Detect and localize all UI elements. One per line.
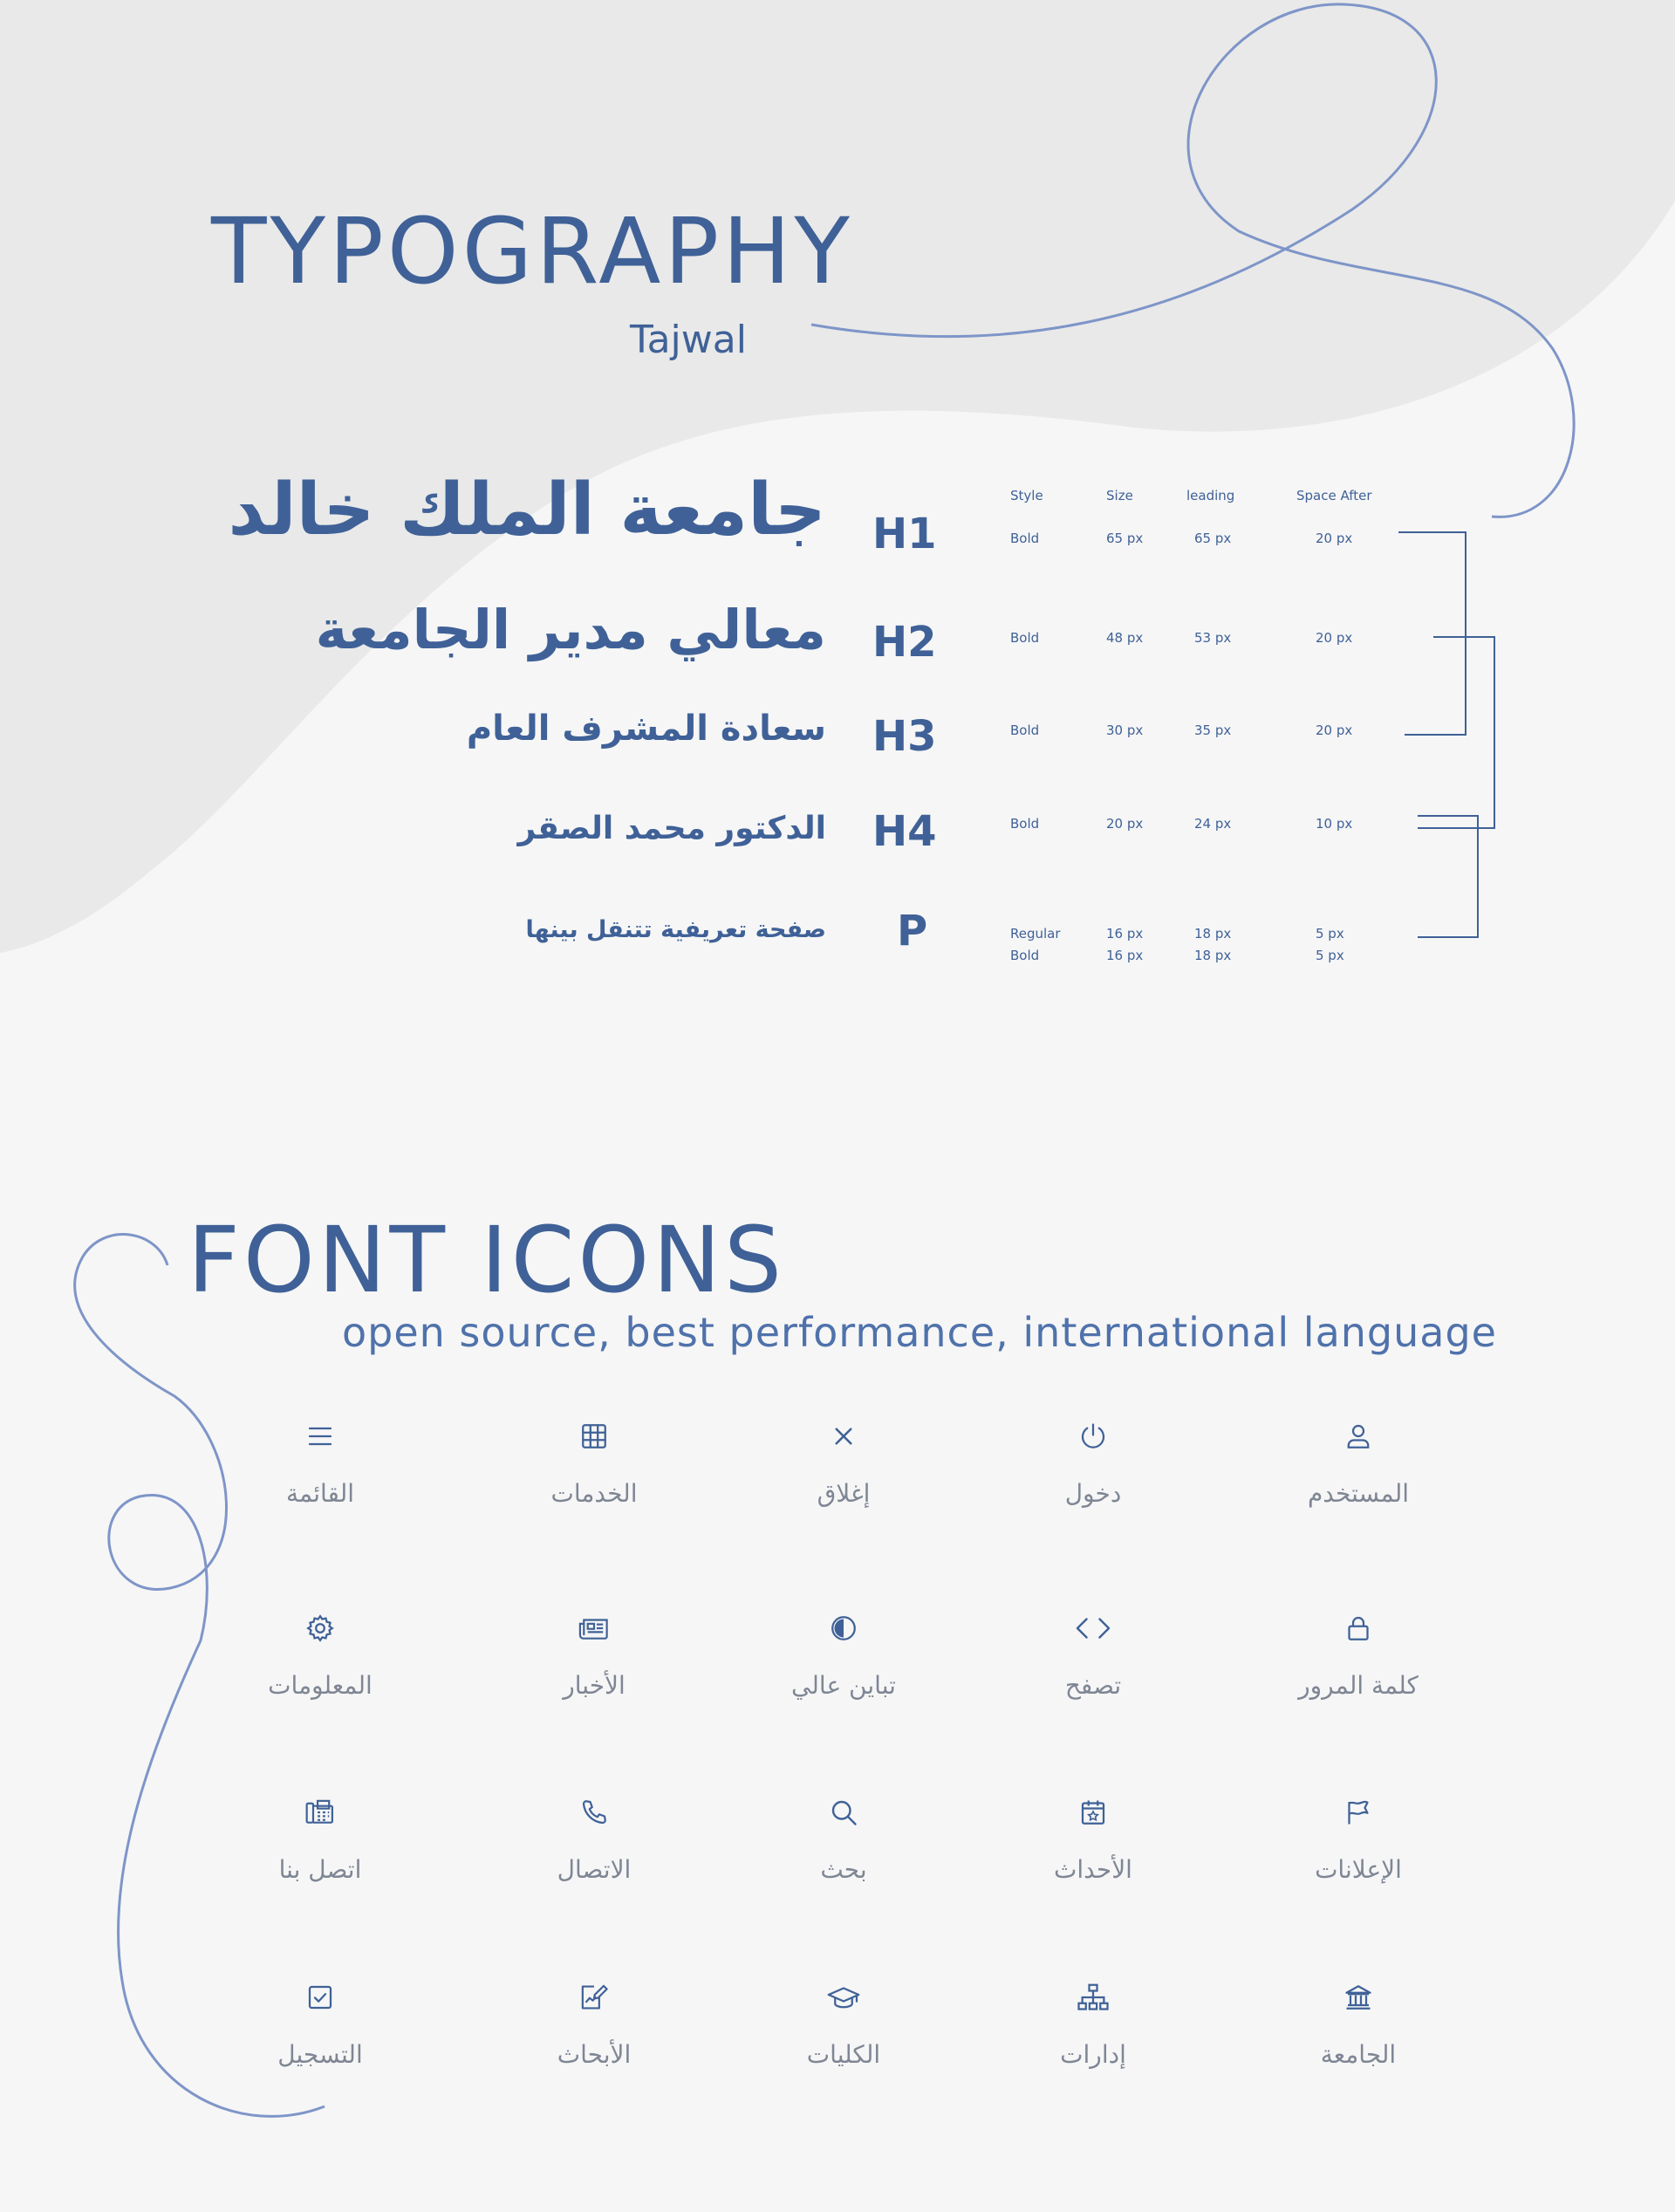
spec-size: 16 px [1106, 948, 1144, 963]
icon-label: الخدمات [550, 1479, 638, 1508]
h2-tag: H2 [872, 618, 937, 667]
spec-style: Bold [1010, 948, 1040, 963]
spec-leading: 65 px [1194, 531, 1232, 546]
icon-label: بحث [820, 1855, 867, 1884]
spec-size: 20 px [1106, 816, 1144, 832]
h3-tag: H3 [872, 712, 937, 761]
p-tag: P [897, 907, 928, 955]
spec-space-after: 10 px [1316, 816, 1353, 832]
spec-header-leading: leading [1186, 488, 1235, 503]
graduation-cap-icon [825, 1982, 862, 2013]
icon-label: الأحداث [1054, 1855, 1132, 1884]
p-sample: صفحة تعريفية تتنقل بينها [525, 916, 826, 943]
icon-label: القائمة [286, 1479, 354, 1508]
font-icons-subtitle: open source, best performance, international language [342, 1309, 1497, 1356]
icon-tile [215, 1982, 425, 2067]
flag-icon [1343, 1797, 1374, 1828]
icon-label: المعلومات [268, 1671, 373, 1700]
icon-label: إغلاق [817, 1479, 871, 1508]
spec-leading: 24 px [1194, 816, 1232, 832]
spec-header-space-after: Space After [1296, 488, 1372, 503]
fax-icon [304, 1797, 337, 1828]
contrast-icon [828, 1613, 859, 1644]
spec-space-after: 5 px [1316, 948, 1344, 963]
icon-label: الجامعة [1320, 2040, 1397, 2069]
icon-label: دخول [1064, 1479, 1122, 1508]
power-icon [1077, 1421, 1109, 1452]
spec-style: Bold [1010, 816, 1040, 832]
spec-leading: 35 px [1194, 722, 1232, 738]
spec-size: 48 px [1106, 630, 1144, 646]
icon-tile [1254, 1613, 1463, 1698]
search-icon [828, 1797, 859, 1828]
icon-tile [489, 1797, 699, 1882]
icon-label: الإعلانات [1315, 1855, 1402, 1884]
research-doc-icon [578, 1982, 611, 2013]
spec-header-style: Style [1010, 488, 1043, 503]
icon-label: الكليات [806, 2040, 881, 2069]
spec-style: Bold [1010, 531, 1040, 546]
icon-label: الأخبار [563, 1671, 626, 1700]
close-icon [828, 1421, 859, 1452]
icon-tile [215, 1421, 425, 1506]
icon-tile [215, 1797, 425, 1882]
icon-tile [739, 1613, 948, 1698]
university-building-icon [1343, 1982, 1374, 2013]
lock-icon [1343, 1613, 1374, 1644]
icon-tile [1254, 1982, 1463, 2067]
icon-label: تباين عالي [791, 1671, 896, 1700]
icon-tile [489, 1421, 699, 1506]
icon-label: الأبحاث [557, 2040, 632, 2069]
icon-tile [988, 1797, 1198, 1882]
newspaper-icon [578, 1613, 611, 1644]
h1-tag: H1 [872, 510, 937, 558]
org-chart-icon [1075, 1982, 1111, 2013]
icon-label: الاتصال [557, 1855, 632, 1884]
icon-tile [489, 1613, 699, 1698]
spec-space-after: 20 px [1316, 630, 1353, 646]
spec-size: 65 px [1106, 531, 1144, 546]
calendar-star-icon [1077, 1797, 1109, 1828]
font-name: Tajwal [630, 318, 747, 362]
phone-icon [578, 1797, 610, 1828]
h1-sample: جامعة الملك خالد [228, 469, 826, 551]
user-icon [1343, 1421, 1374, 1452]
spec-style: Regular [1010, 926, 1061, 942]
icon-label: كلمة المرور [1298, 1671, 1419, 1700]
spec-size: 30 px [1106, 722, 1144, 738]
spec-space-after: 20 px [1316, 531, 1353, 546]
icon-tile [215, 1613, 425, 1698]
menu-icon [304, 1421, 336, 1452]
icon-tile [988, 1982, 1198, 2067]
h4-sample: الدكتور محمد الصقر [517, 811, 826, 846]
spec-header-size: Size [1106, 488, 1133, 503]
checkbox-icon [304, 1982, 336, 2013]
h2-sample: معالي مدير الجامعة [315, 598, 826, 661]
gear-icon [304, 1613, 336, 1644]
icon-tile [988, 1613, 1198, 1698]
icon-tile [739, 1421, 948, 1506]
icon-tile [739, 1982, 948, 2067]
spec-leading: 18 px [1194, 948, 1232, 963]
icon-tile [1254, 1797, 1463, 1882]
spec-space-after: 5 px [1316, 926, 1344, 942]
spec-leading: 18 px [1194, 926, 1232, 942]
spec-style: Bold [1010, 722, 1040, 738]
icon-label: التسجيل [277, 2040, 363, 2069]
h4-tag: H4 [872, 807, 937, 856]
icon-label: اتصل بنا [278, 1855, 362, 1884]
icon-label: إدارات [1060, 2040, 1126, 2069]
spec-size: 16 px [1106, 926, 1144, 942]
icon-label: تصفح [1064, 1671, 1122, 1700]
font-icons-title: FONT ICONS [188, 1207, 786, 1313]
spec-style: Bold [1010, 630, 1040, 646]
typography-title: TYPOGRAPHY [211, 198, 853, 305]
code-icon [1072, 1613, 1114, 1644]
spec-leading: 53 px [1194, 630, 1232, 646]
icon-tile [489, 1982, 699, 2067]
spec-space-after: 20 px [1316, 722, 1353, 738]
icon-tile [1254, 1421, 1463, 1506]
icon-tile [988, 1421, 1198, 1506]
h3-sample: سعادة المشرف العام [466, 709, 826, 749]
grid-icon [578, 1421, 610, 1452]
icon-label: المستخدم [1307, 1479, 1410, 1508]
icon-tile [739, 1797, 948, 1882]
